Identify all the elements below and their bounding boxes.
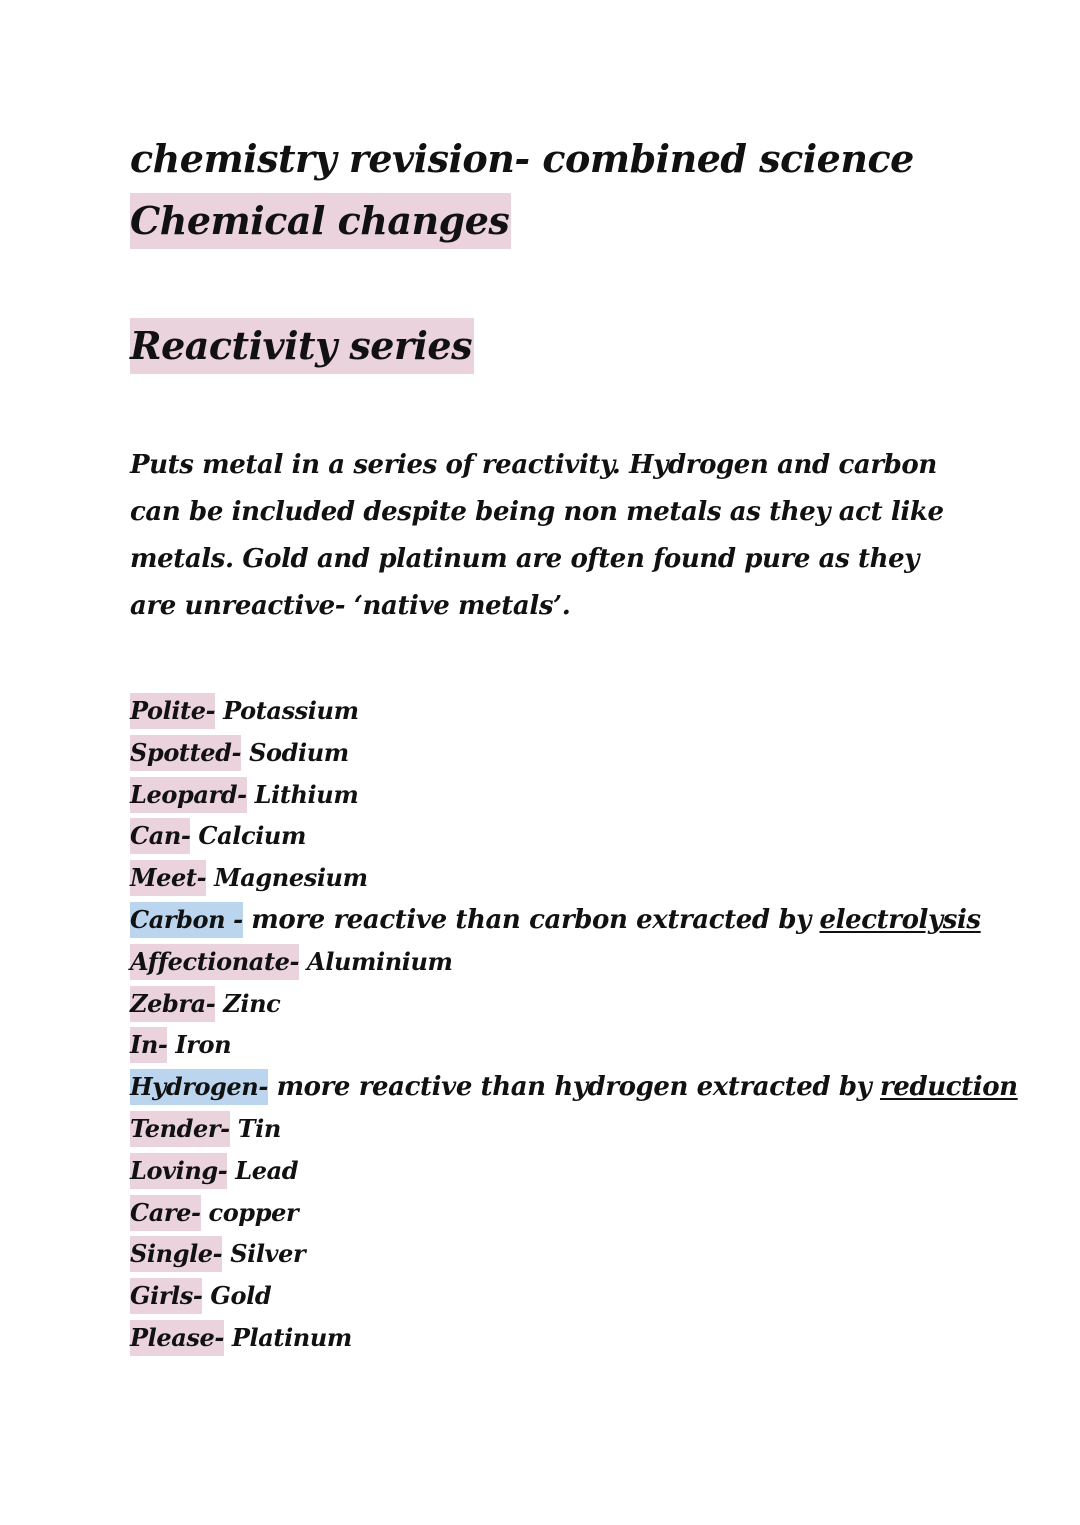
mnemonic-text: copper	[200, 1197, 299, 1227]
mnemonic-row	[130, 732, 1018, 774]
mnemonic-row	[130, 899, 1018, 941]
mnemonic-element	[215, 696, 358, 725]
reactivity-mnemonic-list	[130, 690, 1018, 1359]
mnemonic-key: Please-	[130, 1320, 224, 1356]
mnemonic-text: Zinc	[215, 988, 281, 1018]
mnemonic-key: Care-	[130, 1195, 201, 1231]
mnemonic-element	[243, 905, 981, 935]
mnemonic-key: Zebra-	[130, 986, 215, 1022]
mnemonic-row	[130, 1192, 1018, 1234]
mnemonic-text: Silver	[222, 1239, 306, 1269]
mnemonic-row	[130, 1317, 1018, 1359]
mnemonic-key: In-	[130, 1027, 167, 1063]
mnemonic-key: Affectionate-	[130, 944, 299, 980]
mnemonic-key: Can-	[130, 818, 190, 854]
mnemonic-row	[130, 941, 1018, 983]
mnemonic-element	[215, 989, 280, 1018]
mnemonic-text: Calcium	[190, 821, 306, 851]
mnemonic-key: Carbon -	[130, 902, 243, 938]
mnemonic-row	[130, 815, 1018, 857]
mnemonic-key: Meet-	[130, 860, 206, 896]
extraction-method: electrolysis	[819, 904, 981, 935]
mnemonic-row	[130, 983, 1018, 1025]
mnemonic-key: Tender-	[130, 1111, 230, 1147]
page-title: chemistry revision- combined science	[130, 136, 914, 181]
mnemonic-text: Lead	[227, 1155, 299, 1185]
mnemonic-element	[241, 738, 349, 767]
mnemonic-element	[201, 1198, 299, 1227]
mnemonic-text: Potassium	[215, 696, 359, 725]
mnemonic-row	[130, 1066, 1018, 1108]
mnemonic-row	[130, 857, 1018, 899]
mnemonic-row	[130, 774, 1018, 816]
mnemonic-key: Polite-	[130, 693, 215, 729]
mnemonic-row	[130, 1150, 1018, 1192]
mnemonic-key: Single-	[130, 1236, 222, 1272]
mnemonic-element	[222, 1239, 305, 1268]
mnemonic-key: Spotted-	[130, 735, 241, 771]
mnemonic-element	[227, 1156, 298, 1185]
mnemonic-element	[268, 1072, 1018, 1102]
mnemonic-element	[190, 821, 306, 850]
mnemonic-element	[247, 780, 359, 809]
mnemonic-text: more reactive than carbon extracted by	[242, 904, 820, 935]
extraction-method: reduction	[880, 1072, 1018, 1103]
section-heading-chemical-changes: Chemical changes	[130, 193, 511, 249]
section-heading-reactivity-series: Reactivity series	[130, 318, 474, 374]
mnemonic-row	[130, 690, 1018, 732]
mnemonic-element	[202, 1281, 271, 1310]
mnemonic-text: Lithium	[246, 779, 359, 809]
mnemonic-row	[130, 1108, 1018, 1150]
mnemonic-row	[130, 1275, 1018, 1317]
mnemonic-key: Hydrogen-	[130, 1069, 268, 1105]
mnemonic-key: Girls-	[130, 1278, 202, 1314]
mnemonic-text: Tin	[229, 1113, 281, 1143]
intro-paragraph: Puts metal in a series of reactivity. Hydrogen and carbon can be included despite being non metals as they act like metals. Gold and platinum are often found pure as they are unreactive- ‘native metals’.	[130, 450, 944, 621]
mnemonic-text: Sodium	[241, 737, 349, 767]
mnemonic-text: Gold	[202, 1281, 272, 1311]
mnemonic-key: Loving-	[130, 1153, 227, 1189]
mnemonic-row	[130, 1024, 1018, 1066]
mnemonic-element	[167, 1030, 231, 1059]
mnemonic-element	[299, 947, 452, 976]
mnemonic-text: more reactive than hydrogen extracted by	[267, 1072, 880, 1103]
mnemonic-element	[224, 1323, 352, 1352]
mnemonic-row	[130, 1233, 1018, 1275]
mnemonic-text: Iron	[167, 1030, 232, 1060]
mnemonic-text: Magnesium	[206, 863, 368, 893]
mnemonic-element	[230, 1114, 281, 1143]
mnemonic-key: Leopard-	[130, 777, 247, 813]
mnemonic-text: Aluminium	[299, 946, 453, 976]
mnemonic-text: Platinum	[223, 1322, 352, 1352]
mnemonic-element	[206, 863, 367, 892]
